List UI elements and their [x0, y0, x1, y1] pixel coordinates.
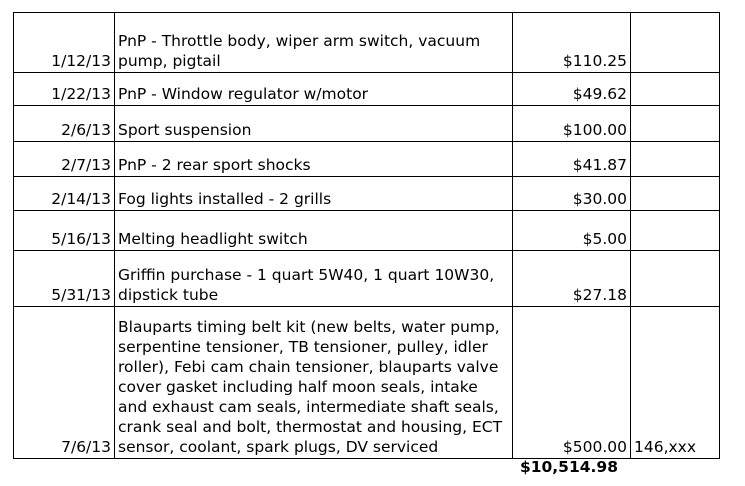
amount-cell: $49.62: [513, 73, 631, 106]
table-row: [14, 73, 720, 106]
description-cell: Fog lights installed - 2 grills: [115, 177, 513, 211]
amount-cell: $27.18: [513, 251, 631, 307]
date-cell: 2/14/13: [14, 177, 115, 211]
table-row: [14, 13, 720, 73]
amount-cell: $500.00: [513, 307, 631, 459]
note-cell: [631, 177, 720, 211]
table-row: [14, 106, 720, 142]
total-amount: $10,514.98: [519, 458, 618, 476]
table-row: [14, 211, 720, 251]
amount-cell: $100.00: [513, 106, 631, 142]
note-cell: [631, 142, 720, 177]
note-cell: [631, 106, 720, 142]
date-cell: 5/31/13: [14, 251, 115, 307]
note-cell: [631, 251, 720, 307]
date-cell: 5/16/13: [14, 211, 115, 251]
description-cell: PnP - 2 rear sport shocks: [115, 142, 513, 177]
table-row: [14, 307, 720, 459]
note-cell: [631, 73, 720, 106]
amount-cell: $110.25: [513, 13, 631, 73]
amount-cell: $41.87: [513, 142, 631, 177]
note-cell: 146,xxx: [631, 307, 720, 459]
description-cell: Melting headlight switch: [115, 211, 513, 251]
date-cell: 1/12/13: [14, 13, 115, 73]
amount-cell: $5.00: [513, 211, 631, 251]
table-row: [14, 177, 720, 211]
table-row: [14, 142, 720, 177]
description-cell: Griffin purchase - 1 quart 5W40, 1 quart 10W30, dipstick tube: [115, 251, 513, 307]
date-cell: 7/6/13: [14, 307, 115, 459]
description-cell: PnP - Throttle body, wiper arm switch, vacuum pump, pigtail: [115, 13, 513, 73]
description-cell: PnP - Window regulator w/motor: [115, 73, 513, 106]
description-cell: Sport suspension: [115, 106, 513, 142]
table-row: [14, 251, 720, 307]
amount-cell: $30.00: [513, 177, 631, 211]
expense-table: [13, 12, 719, 459]
description-cell: Blauparts timing belt kit (new belts, water pump, serpentine tensioner, TB tensioner, pulley, idler roller), Febi cam chain tensioner, blauparts valve cover gasket including half moon seals, intake and exhaust cam seals, intermediate shaft seals, crank seal and bolt, thermostat and housing, ECT sensor, coolant, spark plugs, DV serviced: [115, 307, 513, 459]
date-cell: 2/7/13: [14, 142, 115, 177]
date-cell: 1/22/13: [14, 73, 115, 106]
note-cell: [631, 13, 720, 73]
date-cell: 2/6/13: [14, 106, 115, 142]
note-cell: [631, 211, 720, 251]
